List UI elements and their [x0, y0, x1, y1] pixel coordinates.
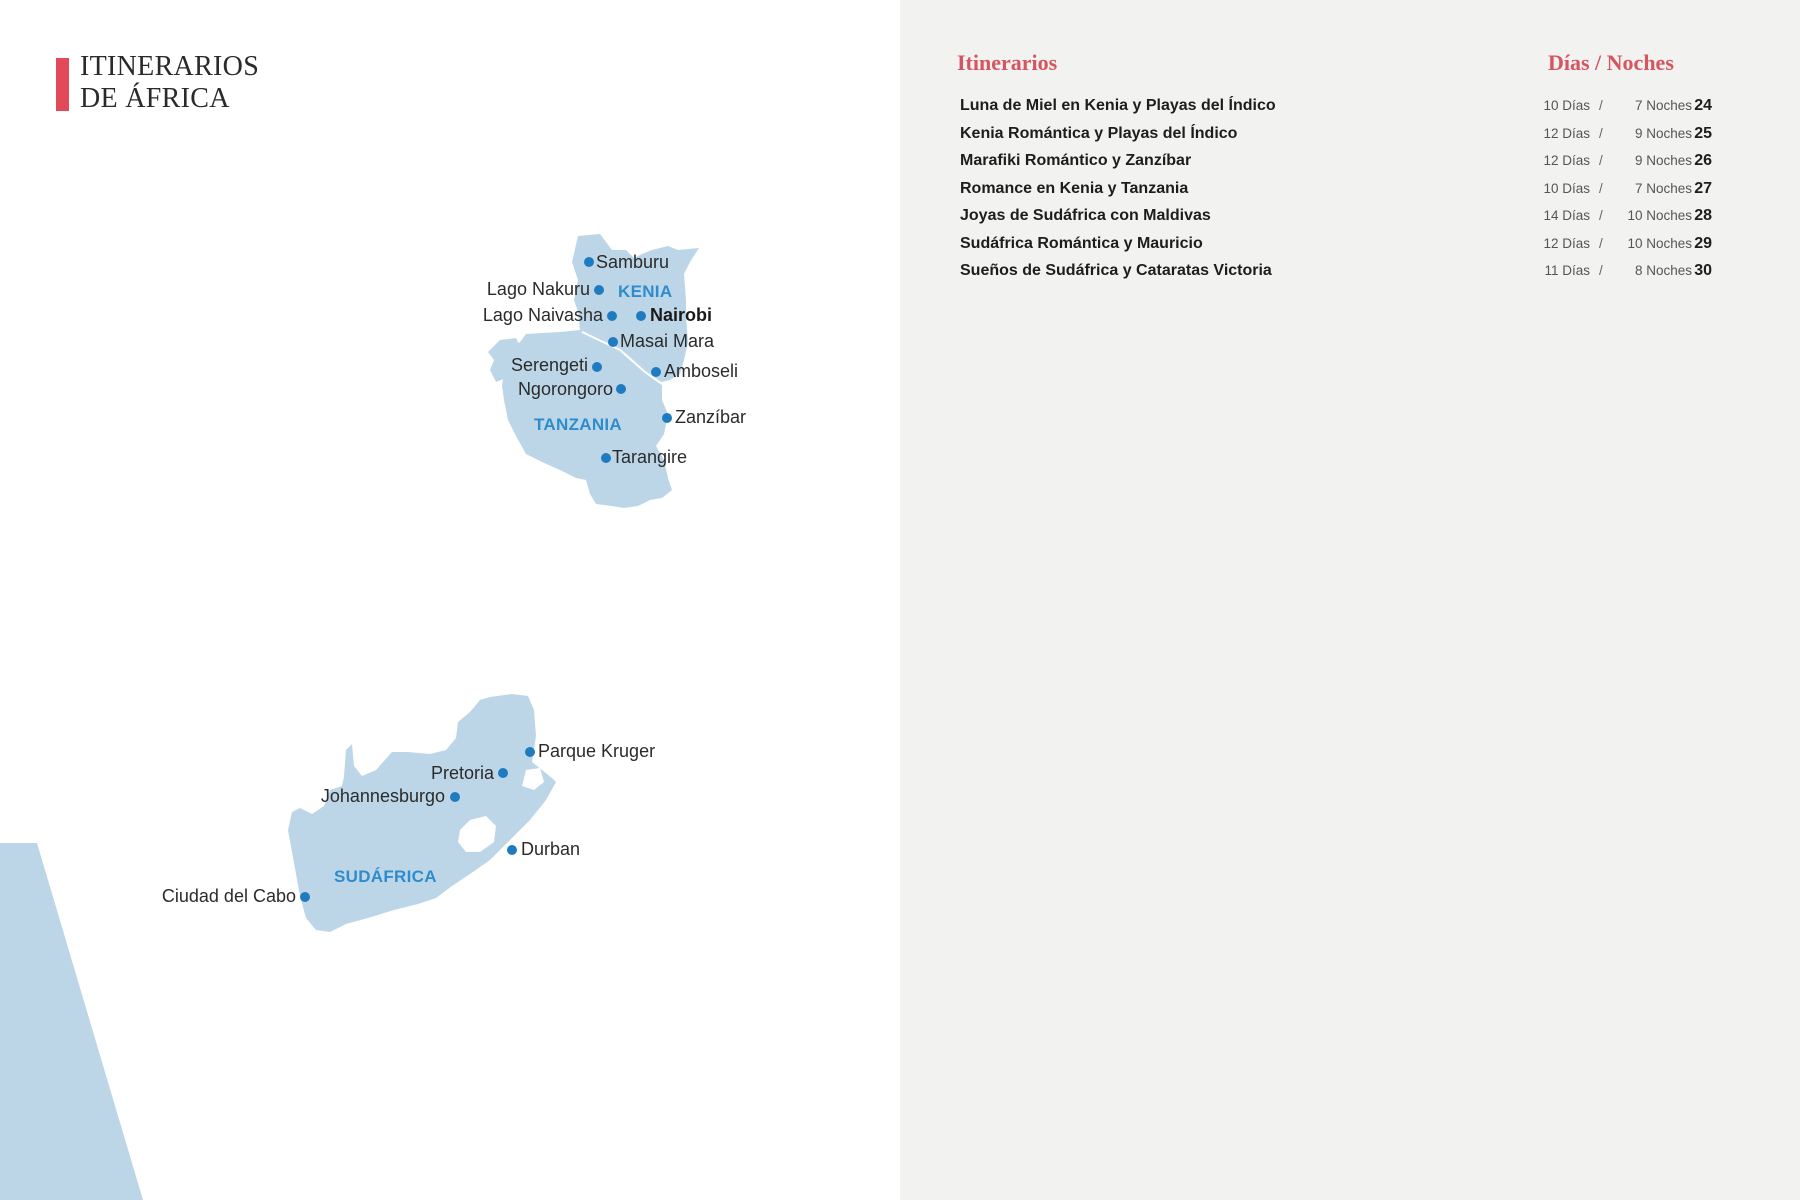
label-lago-naivasha: Lago Naivasha [482, 305, 603, 325]
days-nights-separator: / [1599, 208, 1603, 223]
itinerary-days: 12 Días [1543, 125, 1590, 141]
days-nights-separator: / [1599, 125, 1603, 141]
itinerary-name[interactable]: Romance en Kenia y Tanzania [960, 179, 1189, 197]
itinerary-list [960, 95, 1710, 288]
label-masai-mara: Masai Mara [620, 331, 715, 351]
lago-naivasha-marker [607, 311, 617, 321]
pretoria-marker [498, 768, 508, 778]
nairobi-marker [636, 311, 646, 321]
itinerary-nights: 9 Noches [1634, 153, 1692, 168]
label-ciudad-del-cabo: Ciudad del Cabo [161, 886, 296, 906]
label-lago-nakuru: Lago Nakuru [486, 279, 590, 299]
samburu-marker [584, 257, 594, 267]
itinerary-days: 12 Días [1543, 153, 1590, 168]
label-pretoria: Pretoria [430, 763, 494, 783]
label-amboseli: Amboseli [664, 361, 739, 381]
itinerary-page: 29 [1694, 234, 1712, 252]
itinerary-name[interactable]: Luna de Miel en Kenia y Playas del Índico [960, 97, 1276, 114]
label-tanzania: TANZANIA [534, 415, 623, 434]
label-samburu: Samburu [596, 252, 670, 272]
itinerary-page: 28 [1694, 207, 1712, 224]
label-johannesburgo: Johannesburgo [320, 786, 445, 806]
label-sudafrica: SUDÁFRICA [334, 867, 437, 886]
itinerary-days: 10 Días [1543, 180, 1590, 196]
itinerary-page: 27 [1694, 179, 1712, 197]
zanzibar-marker [662, 413, 672, 423]
label-tarangire: Tarangire [612, 447, 688, 467]
itinerary-row[interactable] [960, 260, 1710, 288]
header-dias-noches: Días / Noches [1548, 50, 1674, 75]
ciudad-del-cabo-marker [300, 892, 310, 902]
itinerary-page: 30 [1694, 262, 1712, 279]
itinerary-days: 11 Días [1544, 263, 1590, 278]
days-nights-separator: / [1599, 98, 1603, 113]
days-nights-separator: / [1599, 153, 1603, 168]
itinerary-nights: 8 Noches [1634, 263, 1692, 278]
itinerary-page: 26 [1694, 152, 1712, 169]
tarangire-marker [601, 453, 611, 463]
masai-mara-marker [608, 337, 618, 347]
lago-nakuru-marker [594, 285, 604, 295]
days-nights-separator: / [1599, 263, 1603, 278]
days-nights-separator: / [1599, 235, 1603, 251]
amboseli-marker [651, 367, 661, 377]
itinerary-name[interactable]: Joyas de Sudáfrica con Maldivas [960, 207, 1211, 224]
parque-kruger-marker [525, 747, 535, 757]
label-nairobi: Nairobi [650, 305, 713, 325]
itinerary-days: 14 Días [1543, 208, 1590, 223]
itinerary-page: 24 [1694, 97, 1712, 114]
days-nights-separator: / [1599, 180, 1603, 196]
itinerary-row[interactable] [960, 178, 1710, 206]
itinerary-row[interactable] [960, 233, 1710, 261]
label-ngorongoro: Ngorongoro [517, 379, 613, 399]
serengeti-marker [592, 362, 602, 372]
title-line-1: ITINERARIOS [80, 51, 260, 82]
itinerary-nights: 10 Noches [1627, 208, 1692, 223]
itinerary-page: 25 [1694, 124, 1712, 142]
itinerary-row[interactable] [960, 150, 1710, 178]
itinerary-name[interactable]: Sueños de Sudáfrica y Cataratas Victoria [960, 262, 1272, 279]
label-kenia: KENIA [618, 282, 673, 301]
itinerary-row[interactable] [960, 123, 1710, 151]
itinerary-days: 10 Días [1543, 98, 1590, 113]
johannesburgo-marker [450, 792, 460, 802]
itinerary-nights: 7 Noches [1634, 180, 1692, 196]
durban-marker [507, 845, 517, 855]
ngorongoro-marker [616, 384, 626, 394]
itinerary-row[interactable] [960, 95, 1710, 123]
itinerary-nights: 10 Noches [1627, 235, 1692, 251]
label-durban: Durban [521, 839, 581, 859]
itinerary-nights: 9 Noches [1634, 125, 1692, 141]
itinerary-name[interactable]: Marafiki Romántico y Zanzíbar [960, 152, 1192, 169]
itinerary-row[interactable] [960, 205, 1710, 233]
label-parque-kruger: Parque Kruger [538, 741, 656, 761]
itinerary-name[interactable]: Sudáfrica Romántica y Mauricio [960, 234, 1203, 252]
itinerary-nights: 7 Noches [1634, 98, 1692, 113]
label-zanzibar: Zanzíbar [675, 407, 747, 427]
itinerary-days: 12 Días [1543, 235, 1590, 251]
itinerary-name[interactable]: Kenia Romántica y Playas del Índico [960, 124, 1238, 142]
title-line-2: DE ÁFRICA [80, 83, 230, 114]
label-serengeti: Serengeti [510, 355, 588, 375]
header-itinerarios: Itinerarios [957, 50, 1058, 75]
